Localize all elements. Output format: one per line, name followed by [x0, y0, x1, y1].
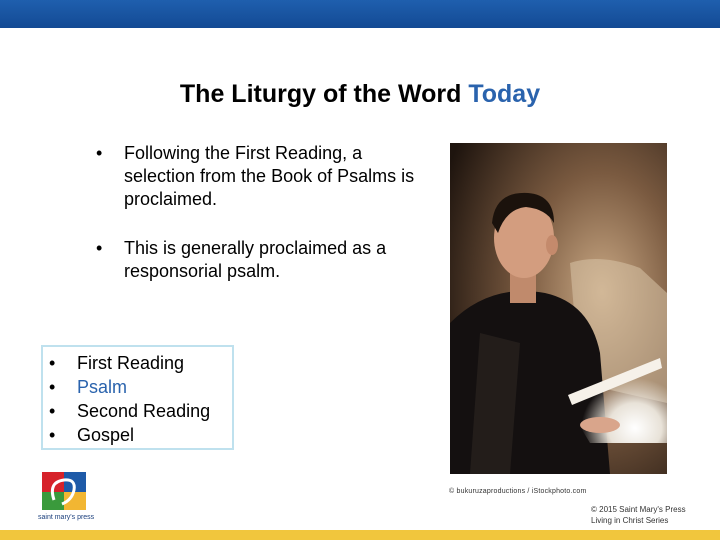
bullet-dot: • [96, 143, 103, 163]
slide-title-main: The Liturgy of the Word [179, 80, 462, 108]
liturgy-order-list [43, 347, 232, 447]
reader-photo [450, 143, 667, 474]
bullet-dot: • [49, 401, 56, 421]
bullet-dot: • [96, 238, 103, 258]
order-item [49, 399, 232, 423]
top-banner [0, 0, 720, 28]
bullet-dot: • [49, 425, 56, 445]
bullet-dot: • [49, 353, 56, 373]
order-item-label: Psalm [77, 377, 128, 397]
order-item-label: First Reading [77, 353, 185, 373]
logo-icon [40, 470, 88, 512]
order-item-highlighted [49, 375, 232, 399]
bullet-dot: • [49, 377, 56, 397]
logo-wordmark: saint mary's press [38, 514, 95, 521]
copyright-line: © 2015 Saint Mary's Press [591, 505, 686, 514]
bullet-list [96, 142, 436, 309]
order-item-label: Second Reading [77, 401, 211, 421]
saint-marys-press-logo [40, 470, 88, 530]
bottom-banner [0, 530, 720, 540]
slide-title [0, 80, 720, 109]
slide-title-accent: Today [468, 80, 541, 108]
order-item [49, 423, 232, 447]
bullet-text: This is generally proclaimed as a responsorial psalm. [124, 238, 387, 281]
liturgy-order-box [41, 345, 234, 450]
copyright-notice [591, 504, 686, 526]
reader-photo-illustration [450, 143, 667, 474]
photo-credit: © bukuruzaproductions / iStockphoto.com [449, 488, 587, 495]
bullet-item [96, 237, 436, 283]
bullet-text: Following the First Reading, a selection from the Book of Psalms is proclaimed. [124, 143, 415, 209]
order-item [49, 351, 232, 375]
order-item-label: Gospel [77, 425, 135, 445]
series-line: Living in Christ Series [591, 516, 669, 525]
bullet-item [96, 142, 436, 211]
